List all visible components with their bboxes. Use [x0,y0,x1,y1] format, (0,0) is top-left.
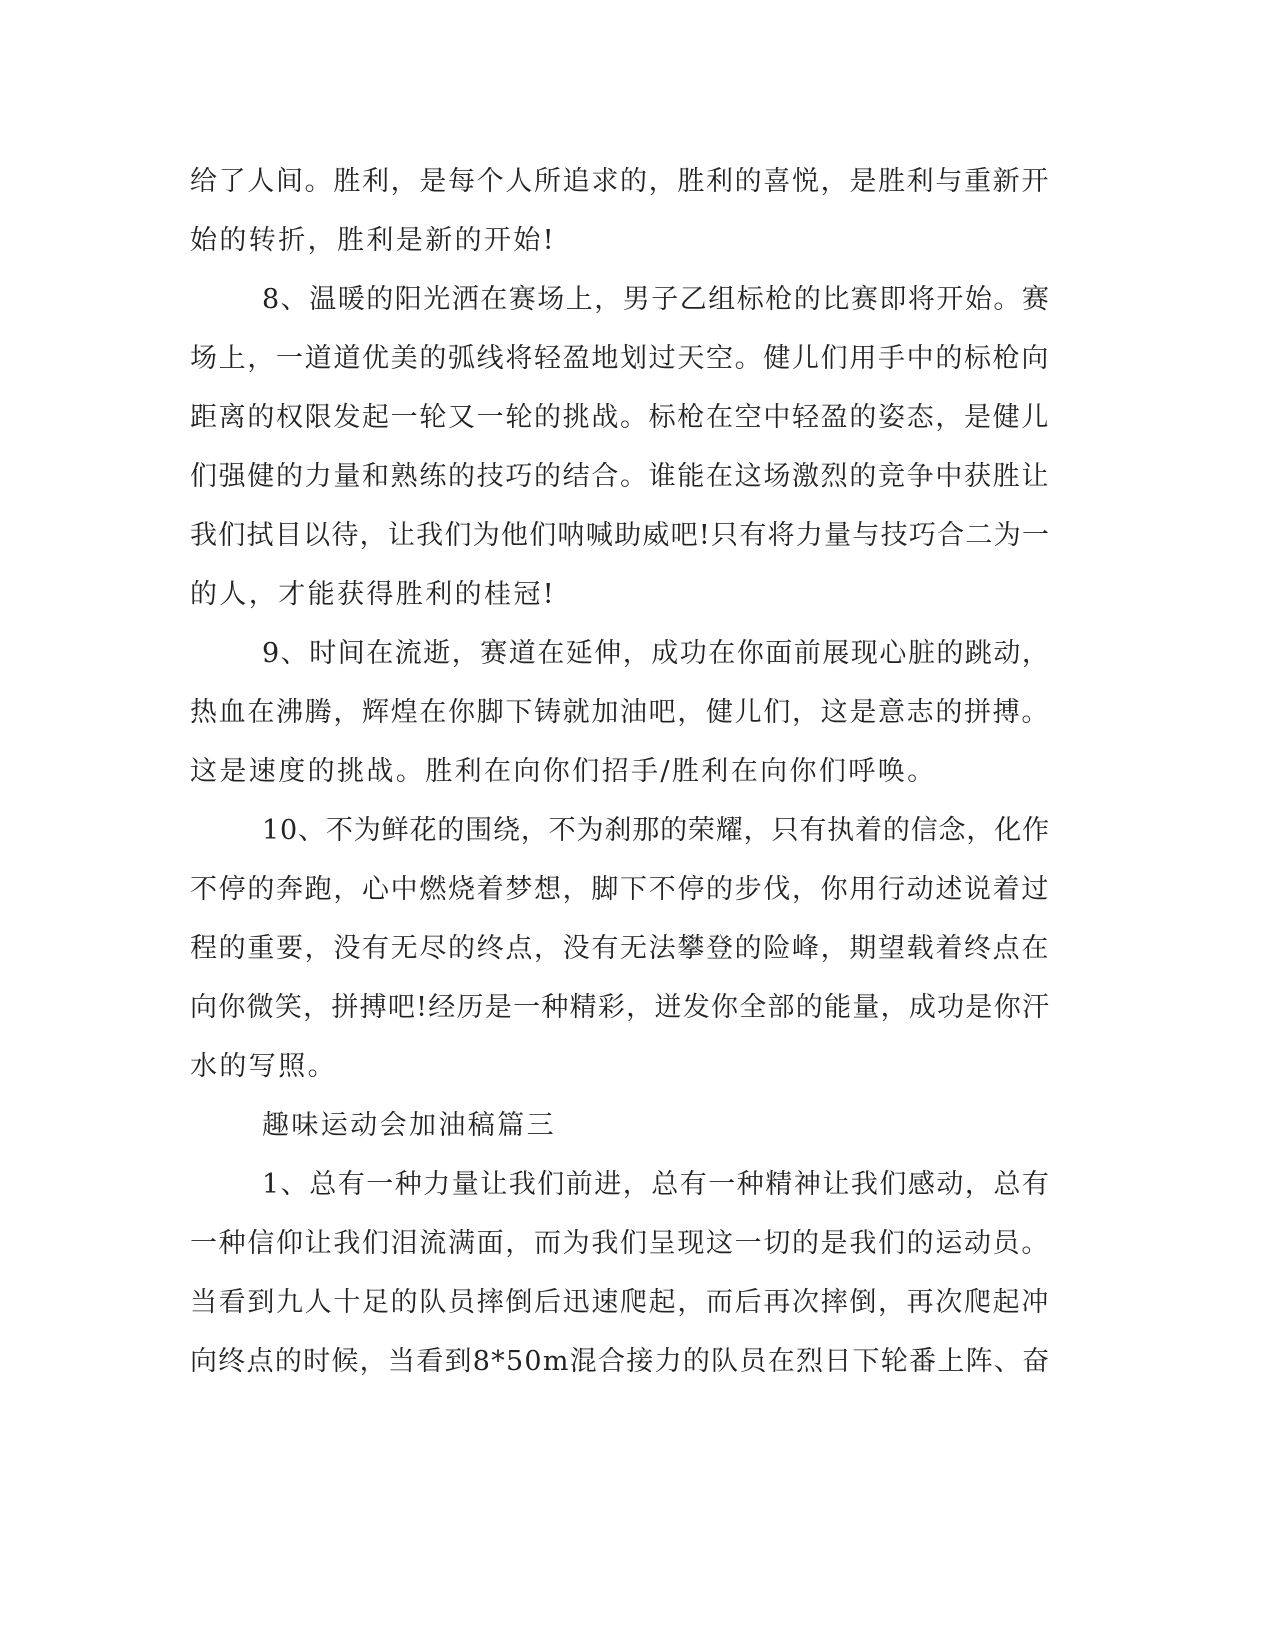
text-line: 热血在沸腾，辉煌在你脚下铸就加油吧，健儿们，这是意志的拼搏。 [190,697,1050,728]
text-line: 的人，才能获得胜利的桂冠! [190,579,557,610]
text-line: 不停的奔跑，心中燃烧着梦想，脚下不停的步伐，你用行动述说着过 [190,874,1050,905]
text-line: 给了人间。胜利，是每个人所追求的，胜利的喜悦，是胜利与重新开 [190,166,1050,197]
text-line: 们强健的力量和熟练的技巧的结合。谁能在这场激烈的竞争中获胜让 [190,461,1050,492]
paragraph-8-start: 8、温暖的阳光洒在赛场上，男子乙组标枪的比赛即将开始。赛 [262,284,1051,315]
text-line: 当看到九人十足的队员摔倒后迅速爬起，而后再次摔倒，再次爬起冲 [190,1287,1050,1318]
text-line: 水的写照。 [190,1051,337,1082]
text-line: 场上，一道道优美的弧线将轻盈地划过天空。健儿们用手中的标枪向 [190,343,1050,374]
section-heading: 趣味运动会加油稿篇三 [262,1110,556,1141]
paragraph-10-start: 10、不为鲜花的围绕，不为刹那的荣耀，只有执着的信念，化作 [262,815,1050,846]
text-line: 向终点的时候，当看到8*50m混合接力的队员在烈日下轮番上阵、奋 [190,1346,1051,1377]
paragraph-1-start: 1、总有一种力量让我们前进，总有一种精神让我们感动，总有 [262,1169,1051,1200]
text-line: 向你微笑，拼搏吧!经历是一种精彩，迸发你全部的能量，成功是你汗 [190,992,1051,1023]
text-line: 一种信仰让我们泪流满面，而为我们呈现这一切的是我们的运动员。 [190,1228,1050,1259]
text-line: 始的转折，胜利是新的开始! [190,225,557,256]
text-line: 程的重要，没有无尽的终点，没有无法攀登的险峰，期望载着终点在 [190,933,1050,964]
text-line: 我们拭目以待，让我们为他们呐喊助威吧!只有将力量与技巧合二为一 [190,520,1051,551]
text-line: 这是速度的挑战。胜利在向你们招手/胜利在向你们呼唤。 [190,756,937,787]
paragraph-9-start: 9、时间在流逝，赛道在延伸，成功在你面前展现心脏的跳动， [262,638,1051,669]
text-line: 距离的权限发起一轮又一轮的挑战。标枪在空中轻盈的姿态，是健儿 [190,402,1050,433]
